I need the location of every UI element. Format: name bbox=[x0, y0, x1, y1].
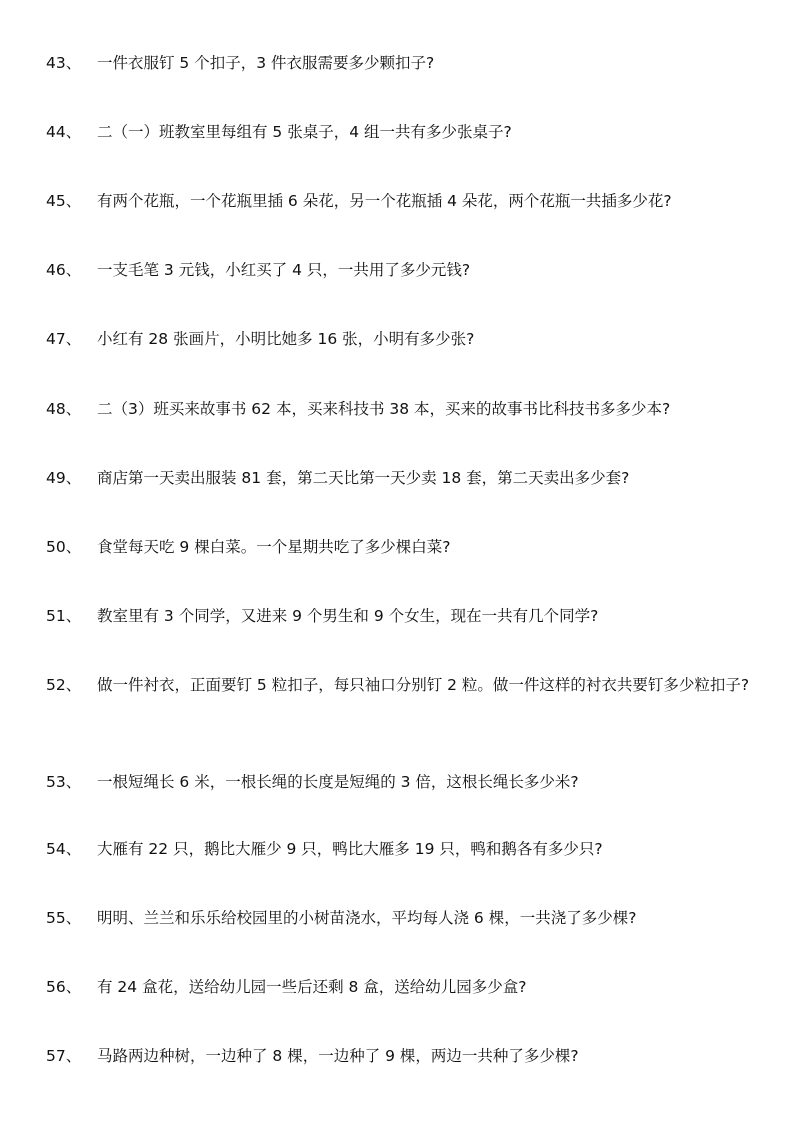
question-text: 有两个花瓶，一个花瓶里插 6 朵花，另一个花瓶插 4 朵花，两个花瓶一共插多少花? bbox=[97, 192, 672, 210]
question-number: 43、 bbox=[46, 54, 82, 72]
question-text: 一件衣服钉 5 个扣子，3 件衣服需要多少颗扣子? bbox=[97, 54, 435, 72]
question-number: 48、 bbox=[46, 400, 82, 418]
question-text: 大雁有 22 只，鹅比大雁少 9 只，鸭比大雁多 19 只，鸭和鹅各有多少只? bbox=[97, 840, 603, 858]
question-number: 52、 bbox=[46, 676, 82, 694]
question-text: 食堂每天吃 9 棵白菜。一个星期共吃了多少棵白菜? bbox=[97, 538, 451, 556]
question-number: 55、 bbox=[46, 909, 82, 927]
question-number: 47、 bbox=[46, 330, 82, 348]
question-number: 51、 bbox=[46, 607, 82, 625]
question-number: 57、 bbox=[46, 1047, 82, 1065]
question-number: 50、 bbox=[46, 538, 82, 556]
question-number: 44、 bbox=[46, 123, 82, 141]
question-number: 53、 bbox=[46, 773, 82, 791]
question-number: 56、 bbox=[46, 978, 82, 996]
question-text: 二（3）班买来故事书 62 本，买来科技书 38 本，买来的故事书比科技书多多少本? bbox=[97, 400, 671, 418]
question-number: 49、 bbox=[46, 469, 82, 487]
question-text: 明明、兰兰和乐乐给校园里的小树苗浇水，平均每人浇 6 棵，一共浇了多少棵? bbox=[97, 909, 637, 927]
question-number: 54、 bbox=[46, 840, 82, 858]
question-number: 46、 bbox=[46, 261, 82, 279]
question-number: 45、 bbox=[46, 192, 82, 210]
question-text: 小红有 28 张画片，小明比她多 16 张，小明有多少张? bbox=[97, 330, 475, 348]
question-text: 教室里有 3 个同学，又进来 9 个男生和 9 个女生，现在一共有几个同学? bbox=[97, 607, 599, 625]
question-text: 商店第一天卖出服装 81 套，第二天比第一天少卖 18 套，第二天卖出多少套? bbox=[97, 469, 630, 487]
question-text: 马路两边种树，一边种了 8 棵，一边种了 9 棵，两边一共种了多少棵? bbox=[97, 1047, 579, 1065]
question-text: 有 24 盒花，送给幼儿园一些后还剩 8 盒，送给幼儿园多少盒? bbox=[97, 978, 527, 996]
question-text: 一根短绳长 6 米，一根长绳的长度是短绳的 3 倍，这根长绳长多少米? bbox=[97, 773, 579, 791]
question-text: 做一件衬衣，正面要钉 5 粒扣子，每只袖口分别钉 2 粒。做一件这样的衬衣共要钉多少粒扣子? bbox=[97, 676, 750, 694]
question-text: 一支毛笔 3 元钱，小红买了 4 只，一共用了多少元钱? bbox=[97, 261, 471, 279]
question-text: 二（一）班教室里每组有 5 张桌子，4 组一共有多少张桌子? bbox=[97, 123, 512, 141]
